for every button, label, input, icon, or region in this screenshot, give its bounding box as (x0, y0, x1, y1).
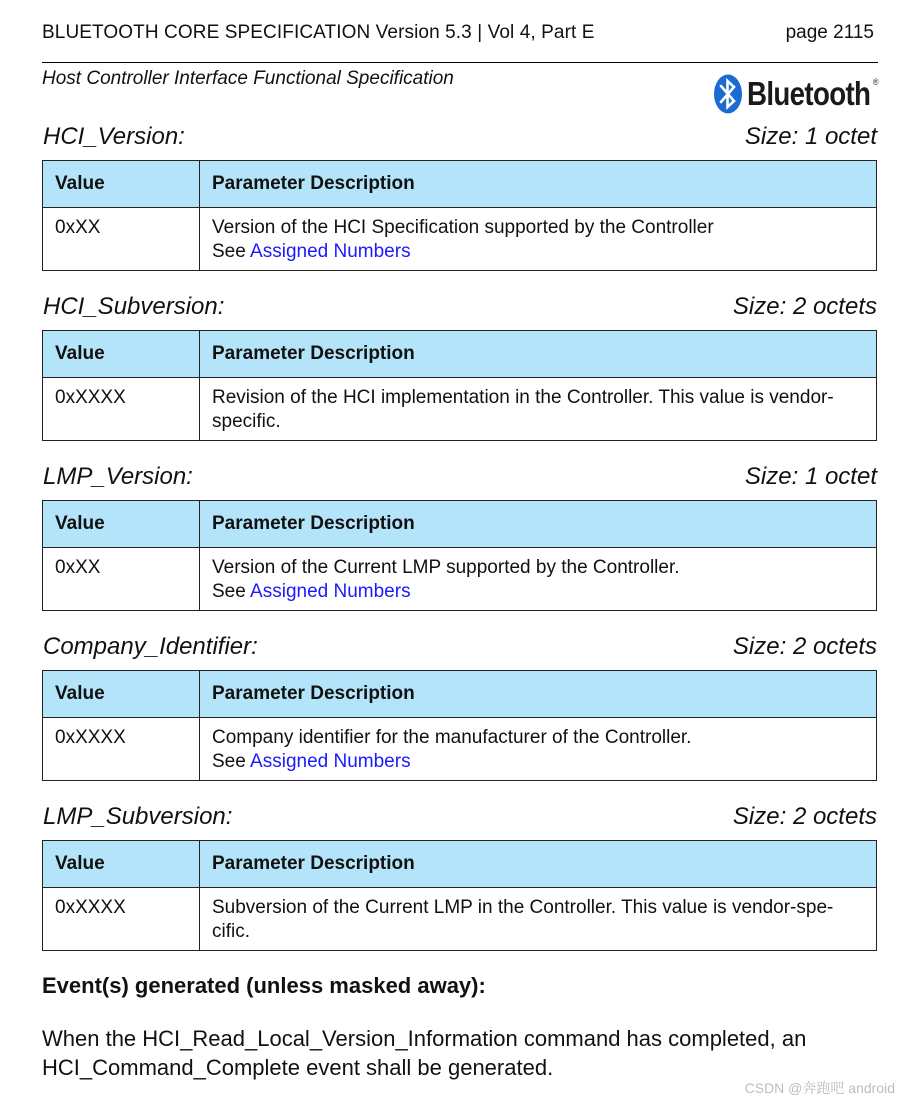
column-header-value: Value (43, 161, 200, 208)
param-size: Size: 2 octets (732, 633, 877, 660)
assigned-numbers-link[interactable]: Assigned Numbers (250, 581, 411, 602)
column-header-description: Parameter Description (200, 671, 877, 718)
param-size: Size: 2 octets (732, 293, 877, 320)
events-paragraph: When the HCI_Read_Local_Version_Information command has completed, an HCI_Command_Complete event shall be generated. (42, 1026, 807, 1080)
param-table (42, 670, 877, 781)
see-text: See (212, 751, 251, 772)
page-number: page 2115 (785, 22, 874, 43)
param-size: Size: 1 octet (744, 463, 877, 490)
value-cell: 0xXXXX (43, 888, 200, 951)
see-text: See (212, 241, 251, 262)
param-hci-version (42, 123, 878, 262)
column-header-value: Value (43, 331, 200, 378)
table-row (43, 888, 877, 951)
bluetooth-logo (713, 72, 894, 116)
description-cell (200, 888, 877, 951)
value-cell: 0xXX (43, 548, 200, 611)
description-text: Version of the HCI Specification supported by the Controller (212, 217, 714, 238)
column-header-description: Parameter Description (200, 501, 877, 548)
param-table (42, 840, 877, 951)
header-divider (42, 62, 878, 63)
description-cell (200, 208, 877, 271)
column-header-value: Value (43, 841, 200, 888)
param-name: HCI_Subversion: (43, 293, 225, 320)
param-hci-subversion (42, 293, 878, 432)
description-text: Subversion of the Current LMP in the Controller. This value is vendor-spe- (212, 897, 834, 918)
events-heading: Event(s) generated (unless masked away): (42, 973, 486, 998)
column-header-value: Value (43, 501, 200, 548)
value-cell: 0xXXXX (43, 718, 200, 781)
table-row (43, 378, 877, 441)
param-lmp-subversion (42, 803, 878, 942)
value-cell: 0xXXXX (43, 378, 200, 441)
table-row (43, 548, 877, 611)
see-text: See (212, 581, 251, 602)
csdn-watermark: CSDN @奔跑吧 android (744, 1080, 895, 1096)
description-text-cont: specific. (212, 411, 281, 432)
description-cell (200, 718, 877, 781)
column-header-value: Value (43, 671, 200, 718)
param-table (42, 500, 877, 611)
bluetooth-rune-icon (713, 74, 743, 114)
param-name: LMP_Version: (43, 463, 193, 490)
param-name: LMP_Subversion: (43, 803, 233, 830)
description-cell (200, 548, 877, 611)
column-header-description: Parameter Description (200, 161, 877, 208)
param-lmp-version (42, 463, 878, 602)
param-name: HCI_Version: (43, 123, 185, 150)
description-text: Revision of the HCI implementation in the Controller. This value is vendor- (212, 387, 834, 408)
param-size: Size: 1 octet (744, 123, 877, 150)
param-company-identifier (42, 633, 878, 772)
table-row (43, 208, 877, 271)
param-table (42, 160, 877, 271)
bluetooth-wordmark: Bluetooth ® (747, 75, 878, 112)
value-cell: 0xXX (43, 208, 200, 271)
param-table (42, 330, 877, 441)
param-name: Company_Identifier: (43, 633, 258, 660)
column-header-description: Parameter Description (200, 331, 877, 378)
description-cell (200, 378, 877, 441)
assigned-numbers-link[interactable]: Assigned Numbers (250, 751, 411, 772)
description-text-cont: cific. (212, 921, 250, 942)
description-text: Company identifier for the manufacturer of the Controller. (212, 727, 692, 748)
description-text: Version of the Current LMP supported by the Controller. (212, 557, 680, 578)
param-size: Size: 2 octets (732, 803, 877, 830)
section-subtitle: Host Controller Interface Functional Specification (42, 68, 454, 89)
table-row (43, 718, 877, 781)
assigned-numbers-link[interactable]: Assigned Numbers (250, 241, 411, 262)
document-title: BLUETOOTH CORE SPECIFICATION Version 5.3 | Vol 4, Part E (42, 22, 595, 43)
registered-mark: ® (872, 77, 878, 87)
column-header-description: Parameter Description (200, 841, 877, 888)
